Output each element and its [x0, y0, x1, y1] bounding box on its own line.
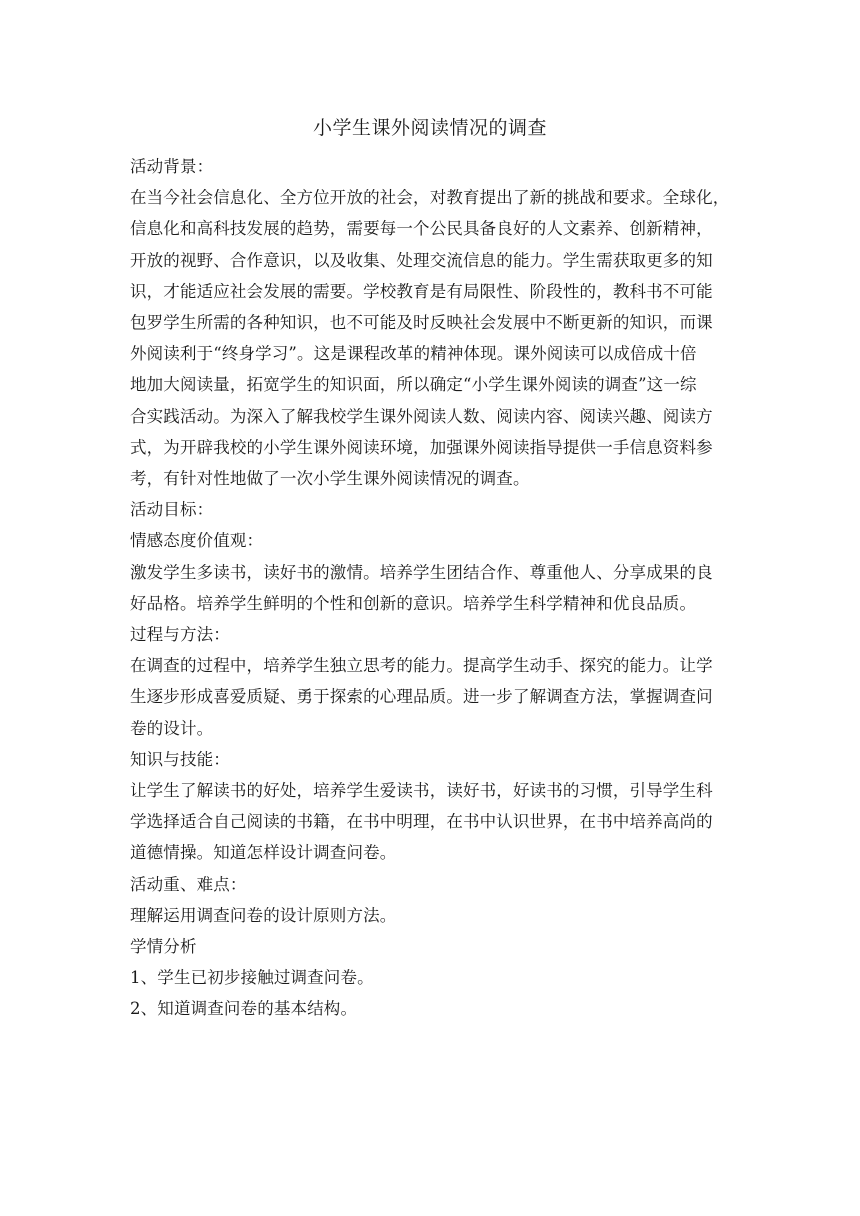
text-line: 合实践活动。为深入了解我校学生课外阅读人数、阅读内容、阅读兴趣、阅读方	[130, 406, 713, 426]
text-line: 卷的设计。	[130, 718, 214, 738]
section-heading-analysis	[130, 931, 735, 962]
text-line: 好品格。培养学生鲜明的个性和创新的意识。培养学生科学精神和优良品质。	[130, 593, 697, 613]
text-line: 生逐步形成喜爱质疑、勇于探索的心理品质。进一步了解调查方法，掌握调查问	[130, 687, 713, 707]
section-heading-background	[130, 151, 735, 182]
paragraph-background	[130, 182, 735, 494]
text-line: 考，有针对性地做了一次小学生课外阅读情况的调查。	[130, 469, 530, 489]
text-line: 激发学生多读书，读好书的激情。培养学生团结合作、尊重他人、分享成果的良	[130, 562, 713, 582]
document-title: 小学生课外阅读情况的调查	[312, 117, 547, 139]
text-line: 包罗学生所需的各种知识，也不可能及时反映社会发展中不断更新的知识，而课	[130, 313, 713, 333]
subheading-process	[130, 619, 735, 650]
text-line: 2、知道调查问卷的基本结构。	[130, 999, 358, 1019]
text-line: 信息化和高科技发展的趋势，需要每一个公民具备良好的人文素养、创新精神，	[130, 219, 713, 239]
text-line: 理解运用调查问卷的设计原则方法。	[130, 905, 397, 925]
text-line: 式，为开辟我校的小学生课外阅读环境，加强课外阅读指导提供一手信息资料参	[130, 437, 713, 457]
text-line: 在调查的过程中，培养学生独立思考的能力。提高学生动手、探究的能力。让学	[130, 656, 713, 676]
subheading-skills	[130, 744, 735, 775]
text-line: 学情分析	[130, 937, 197, 957]
subheading-attitudes	[130, 525, 735, 556]
text-line: 情感态度价值观：	[130, 531, 264, 551]
paragraph-key-points	[130, 900, 735, 931]
paragraph-skills	[130, 775, 735, 869]
text-line: 道德情操。知道怎样设计调查问卷。	[130, 843, 397, 863]
text-line: 在当今社会信息化、全方位开放的社会，对教育提出了新的挑战和要求。全球化，	[130, 188, 730, 208]
text-line: 1、学生已初步接触过调查问卷。	[130, 968, 374, 988]
section-heading-goals	[130, 494, 735, 525]
text-line: 活动背景：	[130, 157, 214, 176]
text-line: 开放的视野、合作意识，以及收集、处理交流信息的能力。学生需获取更多的知	[130, 250, 713, 270]
text-line: 让学生了解读书的好处，培养学生爱读书，读好书，好读书的习惯，引导学生科	[130, 781, 713, 801]
text-line: 识，才能适应社会发展的需要。学校教育是有局限性、阶段性的，教科书不可能	[130, 281, 713, 301]
text-line: 学选择适合自己阅读的书籍，在书中明理，在书中认识世界，在书中培养高尚的	[130, 812, 713, 832]
text-line: 过程与方法：	[130, 625, 230, 645]
section-heading-key-points	[130, 869, 735, 900]
text-line: 活动重、难点：	[130, 874, 247, 894]
paragraph-process	[130, 650, 735, 744]
list-item	[130, 993, 735, 1024]
list-item	[130, 962, 735, 993]
paragraph-attitudes	[130, 557, 735, 619]
text-line: 地加大阅读量，拓宽学生的知识面，所以确定“小学生课外阅读的调查”这一综	[130, 375, 697, 395]
text-line: 活动目标：	[130, 500, 214, 520]
text-line: 外阅读利于“终身学习”。这是课程改革的精神体现。课外阅读可以成倍成十倍	[130, 344, 697, 364]
document-body	[130, 151, 735, 1025]
text-line: 知识与技能：	[130, 749, 230, 769]
